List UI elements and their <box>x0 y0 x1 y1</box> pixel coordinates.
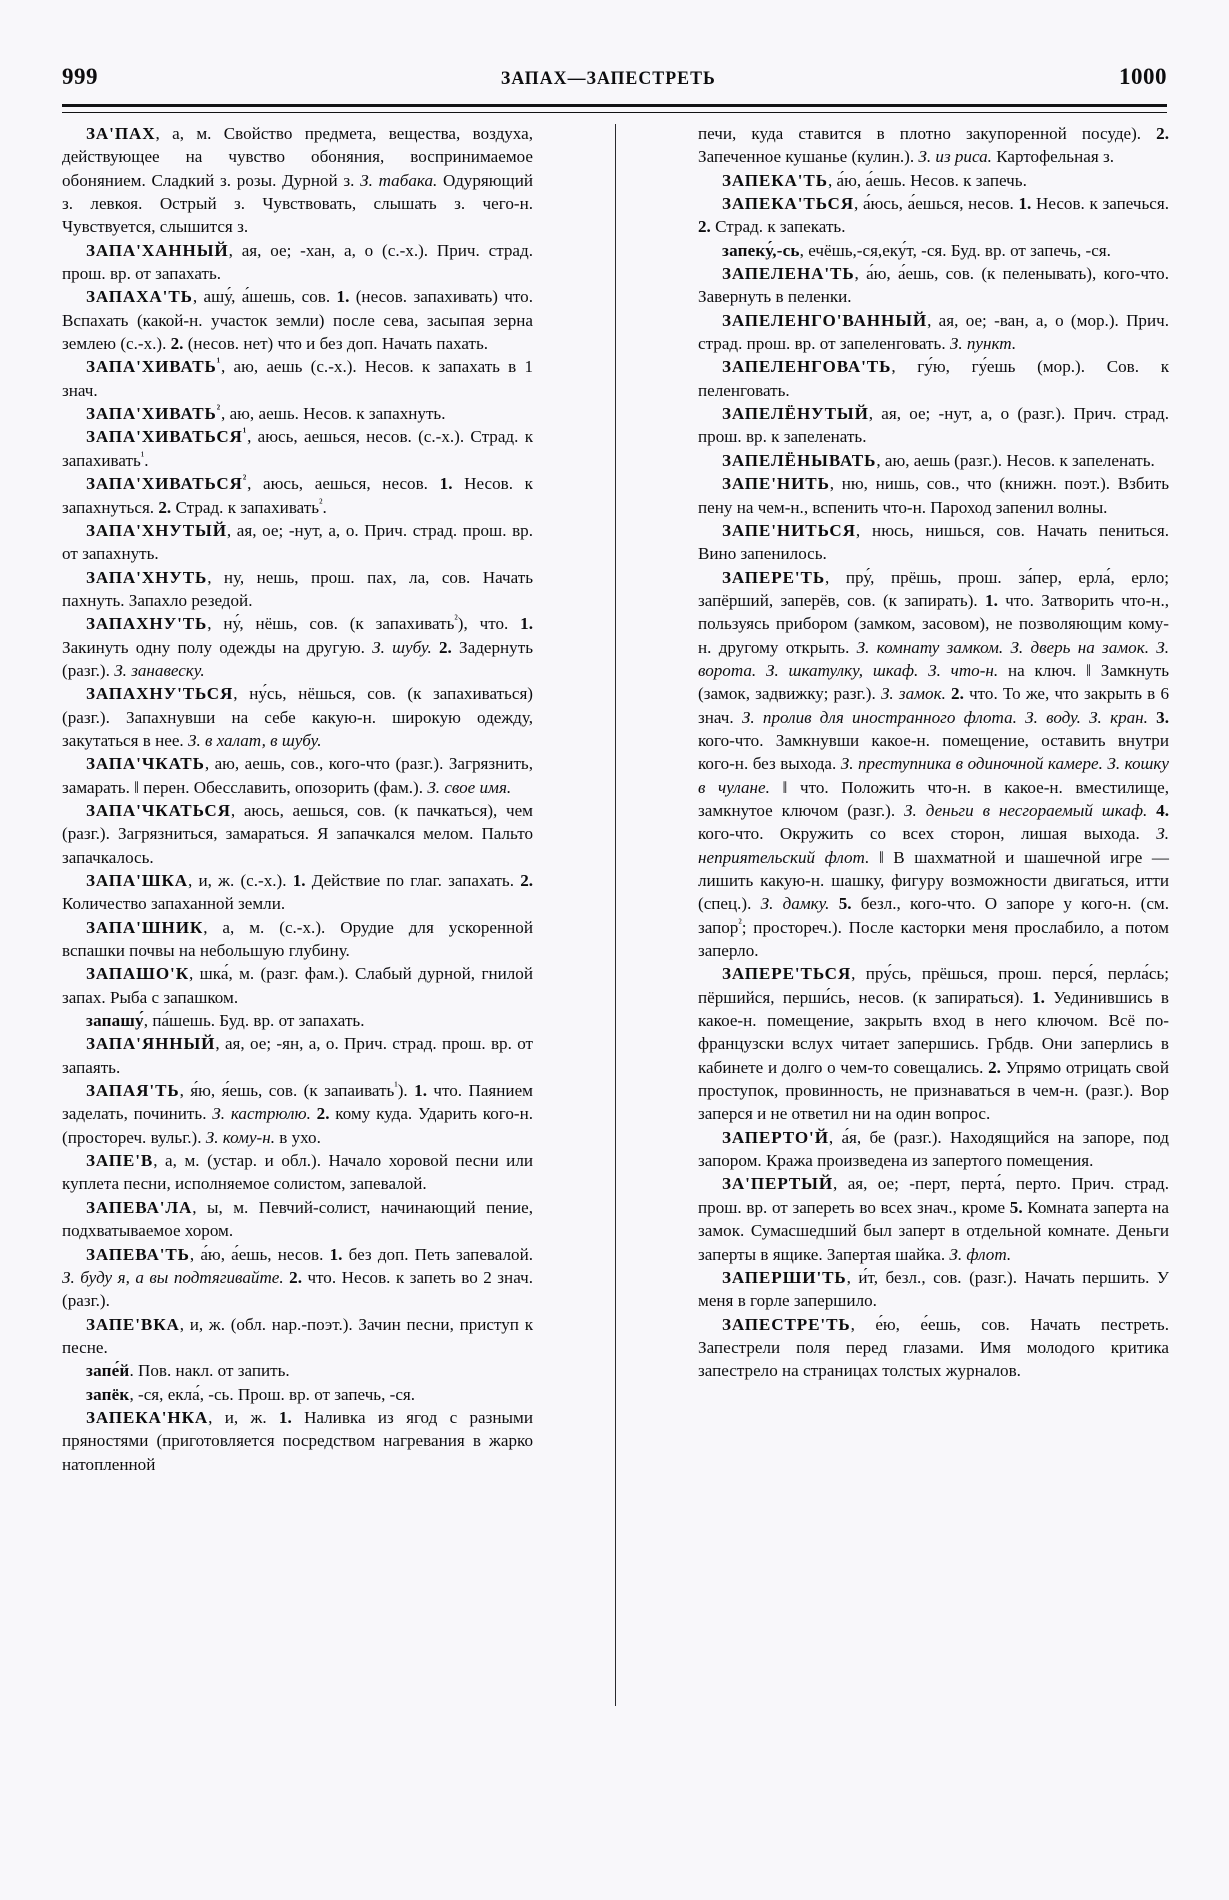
entry-body: , ая, ое; -ян, а, о. Прич. страд. прош. вр. от запаять. <box>62 1034 533 1077</box>
dictionary-entry <box>62 752 533 799</box>
homonym-index: ² <box>454 613 458 626</box>
dictionary-entry <box>62 869 533 916</box>
headword: ЗАПА'ХНУТЬ <box>86 567 208 587</box>
homonym-index: ² <box>319 496 323 509</box>
folio-left: 999 <box>62 64 98 89</box>
entry-body: , ечёшь,-ся,еку́т, -ся. Буд. вр. от запечь, -ся. <box>799 240 1111 260</box>
headword: запе́й <box>86 1361 130 1381</box>
headword: ЗАПА'ХНУТЫЙ <box>86 520 227 540</box>
dictionary-entry <box>698 566 1169 963</box>
dictionary-entry <box>62 519 533 566</box>
dictionary-entry <box>62 402 533 425</box>
entry-body: , и, ж. (с.-х.). 1. Действие по глаг. запахать. 2. Количество запаханной земли. <box>62 871 534 914</box>
entry-body: , нюсь, нишься, сов. Начать пениться. Вино запенилось. <box>698 520 1169 564</box>
sense-separator: ‖ <box>878 847 884 867</box>
entry-body: , ну́сь, нёшься, сов. (к запахиваться) (разг.). Запахнувши на себе какую-н. широкую одежду, закутаться в нее. З. в халат, в шубу. <box>62 684 533 750</box>
dictionary-entry <box>698 309 1169 356</box>
headword: ЗАПЕКА'ТЬСЯ <box>722 194 854 214</box>
dictionary-entry <box>62 1359 533 1382</box>
headword: ЗАПЕ'В <box>86 1151 154 1171</box>
headword: ЗАПАШО'К <box>86 964 189 984</box>
dictionary-entry <box>698 1266 1169 1313</box>
entry-body: , а́ю, а́ешь, сов. (к пеленывать), кого-что. Завернуть в пеленки. <box>698 264 1169 307</box>
dictionary-entry <box>62 916 533 963</box>
headword: ЗАПЕЛЁНЫВАТЬ <box>722 450 877 470</box>
entry-body: , а, м. (с.-х.). Орудие для ускоренной вспашки почвы на небольшую глубину. <box>62 917 533 961</box>
entry-body: , ая, ое; -нут, а, о. Прич. страд. прош. вр. от запахнуть. <box>62 520 533 564</box>
dictionary-entry <box>62 1032 533 1079</box>
dictionary-entry <box>62 1196 533 1243</box>
entry-continuation <box>698 122 1169 169</box>
folio-right: 1000 <box>1118 64 1167 89</box>
headword: ЗАПАХНУ'ТЬСЯ <box>86 684 234 704</box>
headword: ЗАПЕРЕ'ТЬ <box>722 567 826 587</box>
dictionary-entry <box>698 169 1169 192</box>
entry-body: , а́ю, а́ешь. Несов. к запечь. <box>827 170 1027 190</box>
entry-body: , е́ю, е́ешь, сов. Начать пестреть. Запестрели поля перед глазами. Имя молодого критика запестрело на страницах толстых журналов. <box>698 1314 1169 1381</box>
entry-body: , я́ю, я́ешь, сов. (к запаивать$^{^1}$). 1. что. Паянием заделать, починить. З. кастрюлю. 2. кому куда. Ударить кого-н. (простореч. вульг.). З. кому-н. в ухо. <box>62 1080 534 1147</box>
entry-body: , ну, нешь, прош. пах, ла, сов. Начать пахнуть. Запахло резедой. <box>62 567 533 610</box>
entry-body: , ну́, нёшь, сов. (к запахивать$^{^2}$), что. 1. Закинуть одну полу одежды на другую. З. шубу. 2. Задернуть (разг.). З. занавеску. <box>62 613 533 680</box>
dictionary-entry <box>698 402 1169 449</box>
headword: ЗАПЕСТРЕ'ТЬ <box>722 1314 851 1334</box>
headword: ЗА'ПЕРТЫЙ <box>722 1174 834 1194</box>
headword: $ЗАПА'ХИВАТЬСЯ^{^2}$ <box>86 473 248 494</box>
headword: запеку́,-сь <box>722 240 800 260</box>
headword: ЗАПЕЛЕНГОВА'ТЬ <box>722 357 892 377</box>
entry-body: , ая, ое; -нут, а, о (разг.). Прич. страд. прош. вр. к запеленать. <box>698 404 1169 447</box>
dictionary-entry <box>698 192 1169 239</box>
headword: запашу́ <box>86 1011 144 1031</box>
headword: ЗАПА'ЧКАТЬСЯ <box>86 800 231 820</box>
headword: ЗАПЕЛЕНА'ТЬ <box>722 264 855 284</box>
dictionary-entry <box>62 612 533 682</box>
dictionary-entry <box>62 682 533 752</box>
entry-body: , аюсь, аешься, сов. (к пачкаться), чем (разг.). Загрязниться, замараться. Я запачкался мелом. Пальто запачкалось. <box>62 800 533 867</box>
sense-separator: ‖ <box>782 777 788 797</box>
dictionary-entry <box>698 1172 1169 1265</box>
headword: ЗАПЕ'НИТЬ <box>722 474 830 494</box>
entry-body: , а́ю, а́ешь, несов. 1. без доп. Петь запевалой. З. буду я, а вы подтягивайте. 2. что. Несов. к запеть во 2 знач. (разг.). <box>62 1244 533 1311</box>
entry-body: , и, ж. (обл. нар.-поэт.). Зачин песни, приступ к песне. <box>62 1314 533 1357</box>
dictionary-entry <box>698 262 1169 309</box>
dictionary-entry <box>62 1009 533 1032</box>
headword: ЗАПЕКА'ТЬ <box>722 170 828 190</box>
dictionary-entry <box>698 1126 1169 1173</box>
headword: ЗАПЕРЕ'ТЬСЯ <box>722 964 852 984</box>
homonym-index: ² <box>738 917 742 929</box>
header-rule <box>62 104 1167 113</box>
entry-body: , а́я, бе (разг.). Находящийся на запоре, под запором. Кража произведена из запертого помещения. <box>698 1127 1169 1171</box>
running-title: ЗАПАХ—ЗАПЕСТРЕТЬ <box>500 68 716 89</box>
page-header <box>62 64 1167 98</box>
entry-body: , а́юсь, а́ешься, несов. 1. Несов. к запечься. 2. Страд. к запекать. <box>698 194 1170 237</box>
homonym-index: ¹ <box>394 1080 398 1093</box>
headword: ЗАПЕКА'НКА <box>86 1407 209 1427</box>
sense-separator: ‖ <box>1086 660 1091 680</box>
dictionary-entry <box>698 449 1169 472</box>
entry-body: , аю, аешь, сов., кого-что (разг.). Загрязнить, замарать. ‖ перен. Обесславить, опозорить (фам.). З. свое имя. <box>62 754 533 797</box>
entry-body: , па́шешь. Буд. вр. от запахать. <box>143 1011 365 1031</box>
dictionary-entry <box>62 1383 533 1406</box>
column-right <box>698 122 1169 1794</box>
dictionary-entry <box>62 566 533 613</box>
headword: ЗАПЕВА'ТЬ <box>86 1244 190 1264</box>
headword: ЗАПАЯ'ТЬ <box>86 1081 180 1101</box>
dictionary-entry <box>698 472 1169 519</box>
entry-body: , пру́сь, прёшься, прош. перся́, перла́сь; пёршийся, перши́сь, несов. (к запираться). 1. Уединившись в какое-н. помещение, закрыть вход в него ключом. Всё по-французски вслух читает запершись. Грбдв. Они заперлись в кабинете и долго о чем-то совещались. 2. Упрямо отрицать свой проступок, провинность, не признаваться в чем-н. (разг.). Вор заперся и не ответил ни на один вопрос. <box>698 964 1170 1124</box>
entry-body: , пру́, прёшь, прош. за́пер, ерла́, ерло; запёрший, заперёв, сов. (к запирать). 1. что. Затворить что-н., пользуясь прибором (замком, засовом), не позволяющим кому-н. другому открыть. З. комнату замком. З. дверь на замок. З. ворота. З. шкатулку, шкаф. З. что-н. на ключ. ‖ Замкнуть (замок, задвижку; разг.). З. замок. 2. что. То же, что закрыть в 6 знач. З. пролив для иностранного флота. З. воду. З. кран. 3. кого-что. Замкнувши какое-н. помещение, оставить внутри кого-н. без выхода. З. преступника в одиночной камере. З. кошку в чулане. ‖ что. Положить что-н. в какое-н. вместилище, замкнутое ключом (разг.). З. деньги в несгораемый шкаф. 4. кого-что. Окружить со всех сторон, лишая выхода. З. неприятельский флот. ‖ В шахматной и шашечной игре — лишить какую-н. шашку, фигуру возможности двигаться, итти (спец.). З. дамку. 5. безл., кого-что. О запоре у кого-н. (см. запор$^{^2}$; простореч.). После касторки меня прослабило, а потом заперло. <box>698 567 1169 961</box>
headword: ЗАПА'ШНИК <box>86 917 204 937</box>
homonym-index: ² <box>216 403 222 416</box>
dictionary-entry <box>62 962 533 1009</box>
homonym-index: ¹ <box>216 356 222 369</box>
entry-body: , ы, м. Певчий-солист, начинающий пение, подхватываемое хором. <box>62 1197 533 1241</box>
dictionary-entry <box>698 1313 1169 1383</box>
entry-body: , аюсь, аешься, несов. (с.-х.). Страд. к запахивать$^{^1}$. <box>62 427 533 470</box>
dictionary-entry <box>698 962 1169 1125</box>
dictionary-entry <box>62 1079 533 1149</box>
dictionary-entry <box>698 519 1169 566</box>
headword: ЗАПАХА'ТЬ <box>86 287 193 307</box>
entry-body: , ая, ое; -ван, а, о (мор.). Прич. страд. прош. вр. от запеленговать. З. пункт. <box>698 310 1169 354</box>
text-columns <box>62 122 1169 1794</box>
headword: ЗАПЕ'ВКА <box>86 1314 180 1334</box>
headword: ЗАПЕРТО'Й <box>722 1127 829 1147</box>
headword: ЗАПЕВА'ЛА <box>86 1197 193 1217</box>
entry-body: , аю, аешь. Несов. к запахнуть. <box>221 404 446 424</box>
dictionary-entry <box>698 239 1169 262</box>
dictionary-entry <box>62 425 533 472</box>
entry-body: , шка́, м. (разг. фам.). Слабый дурной, гнилой запах. Рыба с запашком. <box>62 964 533 1007</box>
headword: ЗАПА'ЯННЫЙ <box>86 1034 216 1054</box>
entry-body: , и́т, безл., сов. (разг.). Начать першить. У меня в горле запершило. <box>698 1267 1169 1311</box>
dictionary-entry <box>62 239 533 286</box>
dictionary-entry <box>62 472 533 519</box>
dictionary-entry <box>62 799 533 869</box>
entry-body: , а, м. Свойство предмета, вещества, воздуха, действующее на чувство обоняния, воспринимаемое обонянием. Сладкий з. розы. Дурной з. З. табака. Одуряющий з. левкоя. Острый з. Чувствовать, слышать з. чего-н. Чувствуется, слышится з. <box>62 124 533 237</box>
entry-body: , ашу́, а́шешь, сов. 1. (несов. запахивать) что. Вспахать (какой-н. участок земли) после сева, засыпая зерна землею (с.-х.). 2. (несов. нет) что и без доп. Начать пахать. <box>62 287 533 354</box>
headword: ЗА'ПАХ <box>86 124 156 143</box>
homonym-index: ¹ <box>140 450 145 463</box>
entry-body: , ая, ое; -хан, а, о (с.-х.). Прич. страд. прош. вр. от запахать. <box>62 240 533 284</box>
headword: ЗАПАХНУ'ТЬ <box>86 614 208 634</box>
entry-body: , аю, аешь (с.-х.). Несов. к запахать в 1 знач. <box>62 357 533 400</box>
headword: ЗАПА'ХАННЫЙ <box>86 240 229 260</box>
entry-body: , -ся, екла́, -сь. Прош. вр. от запечь, -ся. <box>129 1384 416 1404</box>
dictionary-entry <box>62 122 533 239</box>
dictionary-entry <box>62 355 533 402</box>
dictionary-entry <box>62 1406 533 1476</box>
dictionary-entry <box>62 285 533 355</box>
headword: ЗАПА'ЧКАТЬ <box>86 754 205 774</box>
dictionary-entry <box>62 1149 533 1196</box>
column-left <box>62 122 533 1794</box>
headword: $ЗАПА'ХИВАТЬСЯ^{^1}$ <box>86 426 248 447</box>
dictionary-entry <box>62 1313 533 1360</box>
entry-body: , аю, аешь (разг.). Несов. к запеленать. <box>876 450 1155 470</box>
headword: ЗАПЕЛЕНГО'ВАННЫЙ <box>722 310 928 330</box>
column-divider <box>533 122 698 1794</box>
entry-body: . Пов. накл. от запить. <box>129 1361 290 1381</box>
headword: ЗАПЕ'НИТЬСЯ <box>722 520 856 540</box>
headword: запёк <box>86 1384 130 1404</box>
headword: $ЗАПА'ХИВАТЬ^{^1}$ <box>86 356 222 377</box>
dictionary-entry <box>62 1243 533 1313</box>
homonym-index: ¹ <box>242 426 248 439</box>
entry-body: , аюсь, аешься, несов. 1. Несов. к запахнуться. 2. Страд. к запахивать$^{^2}$. <box>62 474 533 517</box>
headword: $ЗАПА'ХИВАТЬ^{^2}$ <box>86 403 222 424</box>
entry-body: печи, куда ставится в плотно закупоренной посуде). 2. Запеченное кушанье (кулин.). З. из риса. Картофельная з. <box>698 124 1169 167</box>
entry-body: , ню, нишь, сов., что (книжн. поэт.). Взбить пену на чем-н., вспенить что-н. Пароход запенил волны. <box>698 474 1169 517</box>
headword: ЗАПА'ШКА <box>86 871 189 890</box>
entry-body: , гу́ю, гу́ешь (мор.). Сов. к пеленговать. <box>698 357 1169 400</box>
entry-body: , а, м. (устар. и обл.). Начало хоровой песни или куплета песни, исполняемое солистом, запевалой. <box>62 1151 533 1194</box>
entry-body: , ая, ое; -перт, перта́, перто. Прич. страд. прош. вр. от запереть во всех знач., кроме 5. Комната заперта на замок. Сумасшедший был заперт в отдельной комнате. Деньги заперты в ящике. Запертая шайка. З. флот. <box>698 1174 1169 1264</box>
homonym-index: ² <box>242 473 248 486</box>
sense-separator: ‖ <box>134 777 139 797</box>
headword: ЗАПЕРШИ'ТЬ <box>722 1267 847 1287</box>
entry-body: , и, ж. 1. Наливка из ягод с разными пряностями (приготовляется посредством нагревания в жарко натопленной <box>62 1407 533 1474</box>
dictionary-entry <box>698 355 1169 402</box>
headword: ЗАПЕЛЁНУТЫЙ <box>722 404 869 424</box>
